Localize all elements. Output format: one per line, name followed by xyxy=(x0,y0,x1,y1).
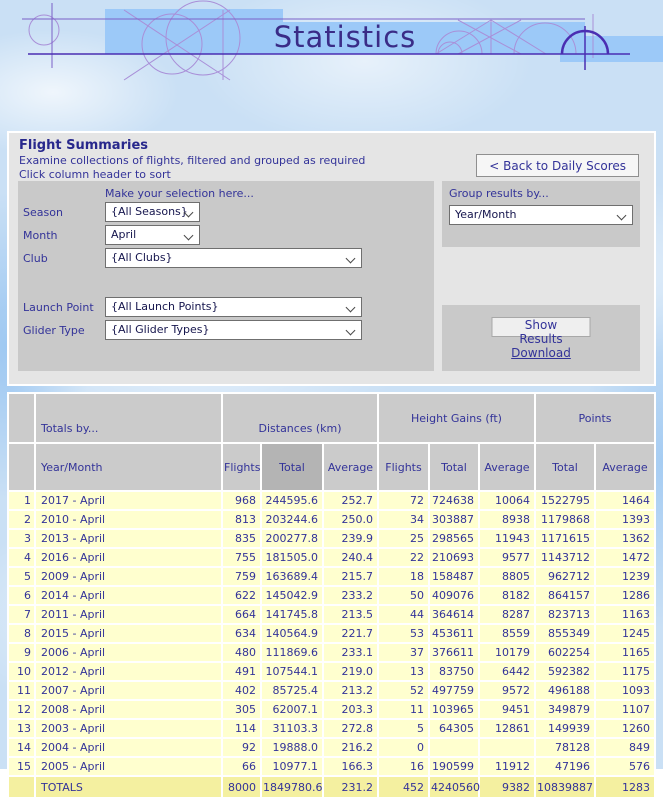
value-cell: 1171615 xyxy=(536,530,594,547)
value-cell: 11 xyxy=(379,701,428,718)
value-cell: 239.9 xyxy=(324,530,377,547)
value-cell: 213.2 xyxy=(324,682,377,699)
value-cell: 402 xyxy=(223,682,260,699)
group-header-distances: Distances (km) xyxy=(223,394,377,442)
totals-row xyxy=(9,777,654,797)
download-link[interactable]: Download xyxy=(511,346,571,360)
value-cell: 19888.0 xyxy=(262,739,322,756)
month-select[interactable] xyxy=(105,225,200,245)
results-table xyxy=(7,392,656,799)
col-header-distance-average[interactable]: Average xyxy=(324,444,377,490)
year-month-cell: 2006 - April xyxy=(36,644,221,661)
value-cell: 491 xyxy=(223,663,260,680)
value-cell: 11912 xyxy=(480,758,534,775)
value-cell: 1107 xyxy=(596,701,654,718)
value-cell: 111869.6 xyxy=(262,644,322,661)
value-cell: 1245 xyxy=(596,625,654,642)
value-cell: 1260 xyxy=(596,720,654,737)
value-cell: 1393 xyxy=(596,511,654,528)
value-cell: 1472 xyxy=(596,549,654,566)
group-by-panel xyxy=(442,181,640,247)
value-cell: 1283 xyxy=(596,777,654,797)
table-row xyxy=(9,644,654,661)
value-cell: 47196 xyxy=(536,758,594,775)
group-by-select-value: Year/Month xyxy=(455,208,517,221)
value-cell: 823713 xyxy=(536,606,594,623)
panel-heading: Flight Summaries xyxy=(19,138,148,153)
value-cell: 10839887 xyxy=(536,777,594,797)
value-cell: 240.4 xyxy=(324,549,377,566)
value-cell: 9572 xyxy=(480,682,534,699)
year-month-cell: 2005 - April xyxy=(36,758,221,775)
value-cell: 755 xyxy=(223,549,260,566)
year-month-cell: 2014 - April xyxy=(36,587,221,604)
value-cell: 1163 xyxy=(596,606,654,623)
launch-point-label: Launch Point xyxy=(23,301,94,314)
row-index-cell: 6 xyxy=(9,587,34,604)
value-cell: 1165 xyxy=(596,644,654,661)
group-header-points: Points xyxy=(536,394,654,442)
value-cell: 34 xyxy=(379,511,428,528)
panel-subtitle-1: Examine collections of flights, filtered and grouped as required xyxy=(19,154,366,167)
value-cell: 231.2 xyxy=(324,777,377,797)
group-header-empty xyxy=(9,394,34,442)
value-cell: 8805 xyxy=(480,568,534,585)
value-cell: 252.7 xyxy=(324,492,377,509)
value-cell: 1286 xyxy=(596,587,654,604)
value-cell: 250.0 xyxy=(324,511,377,528)
glider-type-label: Glider Type xyxy=(23,324,85,337)
value-cell: 8287 xyxy=(480,606,534,623)
col-header-distance-total[interactable]: Total xyxy=(262,444,322,490)
table-row xyxy=(9,568,654,585)
value-cell: 1464 xyxy=(596,492,654,509)
table-row xyxy=(9,758,654,775)
value-cell: 592382 xyxy=(536,663,594,680)
group-header-height-gains: Height Gains (ft) xyxy=(379,394,534,442)
value-cell: 140564.9 xyxy=(262,625,322,642)
col-header-height-flights[interactable]: Flights xyxy=(379,444,428,490)
value-cell: 233.2 xyxy=(324,587,377,604)
value-cell: 962712 xyxy=(536,568,594,585)
glider-type-select-value: {All Glider Types} xyxy=(111,323,210,336)
group-by-caption: Group results by... xyxy=(449,187,549,200)
value-cell: 149939 xyxy=(536,720,594,737)
value-cell: 864157 xyxy=(536,587,594,604)
value-cell: 44 xyxy=(379,606,428,623)
value-cell: 10179 xyxy=(480,644,534,661)
chevron-down-icon xyxy=(346,326,356,336)
value-cell: 8182 xyxy=(480,587,534,604)
back-to-daily-scores-button[interactable]: < Back to Daily Scores xyxy=(476,154,639,177)
value-cell: 1362 xyxy=(596,530,654,547)
row-index-cell: 5 xyxy=(9,568,34,585)
value-cell: 576 xyxy=(596,758,654,775)
value-cell: 1179868 xyxy=(536,511,594,528)
value-cell: 9451 xyxy=(480,701,534,718)
year-month-cell: 2011 - April xyxy=(36,606,221,623)
table-row xyxy=(9,625,654,642)
panel-subtitle-2: Click column header to sort xyxy=(19,168,171,181)
row-index-cell: 2 xyxy=(9,511,34,528)
chevron-down-icon xyxy=(346,303,356,313)
value-cell: 25 xyxy=(379,530,428,547)
value-cell: 364614 xyxy=(430,606,478,623)
year-month-cell: TOTALS xyxy=(36,777,221,797)
value-cell xyxy=(430,739,478,756)
launch-point-select-value: {All Launch Points} xyxy=(111,300,219,313)
show-results-button[interactable]: Show Results xyxy=(492,317,591,337)
year-month-cell: 2017 - April xyxy=(36,492,221,509)
value-cell: 497759 xyxy=(430,682,478,699)
value-cell: 163689.4 xyxy=(262,568,322,585)
value-cell: 11943 xyxy=(480,530,534,547)
value-cell: 83750 xyxy=(430,663,478,680)
value-cell: 452 xyxy=(379,777,428,797)
value-cell xyxy=(480,739,534,756)
value-cell: 622 xyxy=(223,587,260,604)
value-cell: 213.5 xyxy=(324,606,377,623)
value-cell: 724638 xyxy=(430,492,478,509)
value-cell: 210693 xyxy=(430,549,478,566)
value-cell: 190599 xyxy=(430,758,478,775)
year-month-cell: 2015 - April xyxy=(36,625,221,642)
value-cell: 53 xyxy=(379,625,428,642)
row-index-cell: 8 xyxy=(9,625,34,642)
row-index-cell: 13 xyxy=(9,720,34,737)
column-header-row xyxy=(9,444,654,490)
table-row xyxy=(9,511,654,528)
value-cell: 18 xyxy=(379,568,428,585)
value-cell: 8000 xyxy=(223,777,260,797)
table-row xyxy=(9,682,654,699)
row-index-cell: 10 xyxy=(9,663,34,680)
value-cell: 480 xyxy=(223,644,260,661)
chevron-down-icon xyxy=(346,254,356,264)
value-cell: 1143712 xyxy=(536,549,594,566)
col-header-points-average[interactable]: Average xyxy=(596,444,654,490)
col-header-empty xyxy=(9,444,34,490)
col-header-points-total[interactable]: Total xyxy=(536,444,594,490)
value-cell: 376611 xyxy=(430,644,478,661)
value-cell: 92 xyxy=(223,739,260,756)
value-cell: 181505.0 xyxy=(262,549,322,566)
value-cell: 114 xyxy=(223,720,260,737)
value-cell: 8938 xyxy=(480,511,534,528)
value-cell: 813 xyxy=(223,511,260,528)
chevron-down-icon xyxy=(184,231,194,241)
value-cell: 835 xyxy=(223,530,260,547)
value-cell: 64305 xyxy=(430,720,478,737)
table-row xyxy=(9,587,654,604)
value-cell: 145042.9 xyxy=(262,587,322,604)
value-cell: 62007.1 xyxy=(262,701,322,718)
value-cell: 52 xyxy=(379,682,428,699)
season-label: Season xyxy=(23,206,63,219)
value-cell: 166.3 xyxy=(324,758,377,775)
value-cell: 759 xyxy=(223,568,260,585)
value-cell: 158487 xyxy=(430,568,478,585)
banner xyxy=(0,0,663,100)
month-select-value: April xyxy=(111,228,137,241)
table-row xyxy=(9,606,654,623)
table-row xyxy=(9,530,654,547)
row-index-cell: 14 xyxy=(9,739,34,756)
value-cell: 298565 xyxy=(430,530,478,547)
col-header-height-average[interactable]: Average xyxy=(480,444,534,490)
club-select[interactable] xyxy=(105,248,362,268)
table-row xyxy=(9,720,654,737)
value-cell: 303887 xyxy=(430,511,478,528)
row-index-cell: 7 xyxy=(9,606,34,623)
value-cell: 215.7 xyxy=(324,568,377,585)
value-cell: 85725.4 xyxy=(262,682,322,699)
row-index-cell: 3 xyxy=(9,530,34,547)
year-month-cell: 2007 - April xyxy=(36,682,221,699)
value-cell: 5 xyxy=(379,720,428,737)
row-index-cell: 4 xyxy=(9,549,34,566)
value-cell: 216.2 xyxy=(324,739,377,756)
year-month-cell: 2016 - April xyxy=(36,549,221,566)
value-cell: 50 xyxy=(379,587,428,604)
page-title: Statistics xyxy=(273,20,417,54)
value-cell: 305 xyxy=(223,701,260,718)
table-row xyxy=(9,739,654,756)
table-row xyxy=(9,663,654,680)
value-cell: 22 xyxy=(379,549,428,566)
value-cell: 66 xyxy=(223,758,260,775)
value-cell: 10977.1 xyxy=(262,758,322,775)
value-cell: 6442 xyxy=(480,663,534,680)
value-cell: 16 xyxy=(379,758,428,775)
value-cell: 349879 xyxy=(536,701,594,718)
value-cell: 31103.3 xyxy=(262,720,322,737)
value-cell: 107544.1 xyxy=(262,663,322,680)
value-cell: 8559 xyxy=(480,625,534,642)
value-cell: 37 xyxy=(379,644,428,661)
table-row xyxy=(9,492,654,509)
value-cell: 141745.8 xyxy=(262,606,322,623)
row-index-cell xyxy=(9,777,34,797)
value-cell: 634 xyxy=(223,625,260,642)
year-month-cell: 2008 - April xyxy=(36,701,221,718)
value-cell: 1522795 xyxy=(536,492,594,509)
value-cell: 409076 xyxy=(430,587,478,604)
value-cell: 453611 xyxy=(430,625,478,642)
row-index-cell: 15 xyxy=(9,758,34,775)
col-header-year-month[interactable]: Year/Month xyxy=(36,444,221,490)
col-header-distance-flights[interactable]: Flights xyxy=(223,444,260,490)
year-month-cell: 2003 - April xyxy=(36,720,221,737)
value-cell: 203.3 xyxy=(324,701,377,718)
value-cell: 849 xyxy=(596,739,654,756)
value-cell: 1093 xyxy=(596,682,654,699)
value-cell: 203244.6 xyxy=(262,511,322,528)
value-cell: 855349 xyxy=(536,625,594,642)
row-index-cell: 12 xyxy=(9,701,34,718)
value-cell: 496188 xyxy=(536,682,594,699)
value-cell: 0 xyxy=(379,739,428,756)
year-month-cell: 2009 - April xyxy=(36,568,221,585)
month-label: Month xyxy=(23,229,58,242)
value-cell: 72 xyxy=(379,492,428,509)
value-cell: 13 xyxy=(379,663,428,680)
value-cell: 200277.8 xyxy=(262,530,322,547)
season-select[interactable] xyxy=(105,202,200,222)
value-cell: 272.8 xyxy=(324,720,377,737)
row-index-cell: 1 xyxy=(9,492,34,509)
group-header-row xyxy=(9,394,654,442)
value-cell: 602254 xyxy=(536,644,594,661)
season-select-value: {All Seasons} xyxy=(111,205,188,218)
value-cell: 10064 xyxy=(480,492,534,509)
value-cell: 1849780.6 xyxy=(262,777,322,797)
selection-caption: Make your selection here... xyxy=(105,187,254,200)
actions-panel xyxy=(442,305,640,371)
year-month-cell: 2004 - April xyxy=(36,739,221,756)
club-select-value: {All Clubs} xyxy=(111,251,173,264)
value-cell: 9382 xyxy=(480,777,534,797)
year-month-cell: 2010 - April xyxy=(36,511,221,528)
glider-type-select[interactable] xyxy=(105,320,362,340)
value-cell: 78128 xyxy=(536,739,594,756)
chevron-down-icon xyxy=(617,211,627,221)
value-cell: 1239 xyxy=(596,568,654,585)
value-cell: 219.0 xyxy=(324,663,377,680)
row-index-cell: 11 xyxy=(9,682,34,699)
selection-panel xyxy=(18,181,434,371)
row-index-cell: 9 xyxy=(9,644,34,661)
value-cell: 968 xyxy=(223,492,260,509)
year-month-cell: 2013 - April xyxy=(36,530,221,547)
value-cell: 9577 xyxy=(480,549,534,566)
group-by-select[interactable] xyxy=(449,205,633,225)
flight-summaries-panel xyxy=(7,131,656,386)
group-header-totals-by: Totals by... xyxy=(36,394,221,442)
value-cell: 244595.6 xyxy=(262,492,322,509)
launch-point-select[interactable] xyxy=(105,297,362,317)
year-month-cell: 2012 - April xyxy=(36,663,221,680)
value-cell: 4240560 xyxy=(430,777,478,797)
value-cell: 12861 xyxy=(480,720,534,737)
value-cell: 103965 xyxy=(430,701,478,718)
table-row xyxy=(9,701,654,718)
value-cell: 1175 xyxy=(596,663,654,680)
value-cell: 221.7 xyxy=(324,625,377,642)
value-cell: 664 xyxy=(223,606,260,623)
club-label: Club xyxy=(23,252,48,265)
value-cell: 233.1 xyxy=(324,644,377,661)
col-header-height-total[interactable]: Total xyxy=(430,444,478,490)
table-row xyxy=(9,549,654,566)
